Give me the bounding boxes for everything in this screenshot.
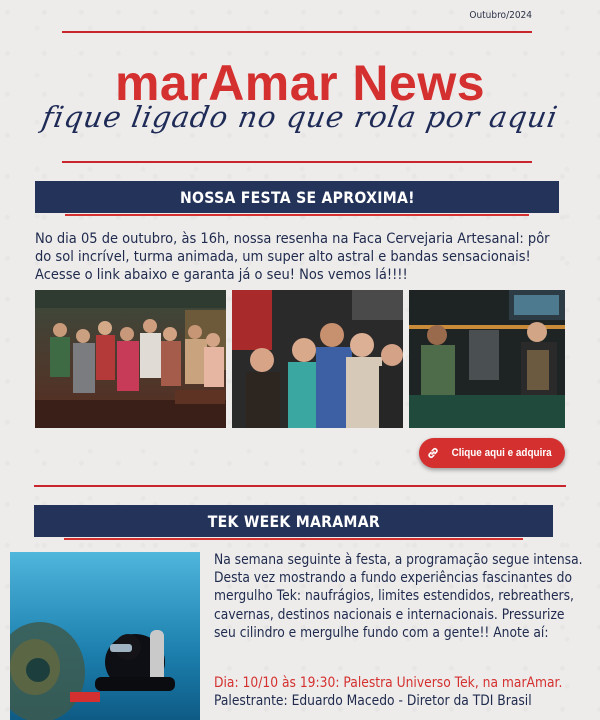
section-heading-festa-label: NOSSA FESTA SE APROXIMA! — [179, 187, 415, 207]
link-icon — [426, 446, 440, 460]
festa-description: No dia 05 de outubro, às 16h, nossa resenha na Faca Cervejaria Artesanal: pôr do sol incrível, turma animada, um super alto astral e bandas sensacionais! Acesse o link abaixo e garanta já o seu! Nos vemos lá!!!! — [35, 231, 550, 283]
tek-description: Na semana seguinte à festa, a programação segue intensa. Desta vez mostrando a fundo experiências fascinantes do mergulho Tek: naufrágios, limites estendidos, rebreathers, cavernas, destinos nacionais e internacionais. Pressurize seu cilindro e mergulhe fundo com a gente!! Anote aí: — [214, 552, 583, 641]
section-heading-festa — [35, 181, 559, 213]
newsletter-title: marAmar News — [114, 55, 486, 111]
section-heading-tek — [34, 505, 553, 537]
party-photo-selfie — [232, 290, 403, 428]
tek-speaker: Palestrante: Eduardo Macedo - Diretor da TDI Brasil — [214, 693, 532, 709]
buy-ticket-button-label: Clique aqui e adquira — [451, 447, 553, 459]
top-divider — [62, 31, 532, 33]
masthead-divider — [62, 161, 532, 163]
section-divider — [34, 485, 566, 487]
section-heading-tek-label: TEK WEEK MARAMAR — [207, 511, 380, 531]
section-heading-underline — [64, 538, 523, 540]
party-photo-group — [35, 290, 226, 428]
section-heading-underline — [65, 214, 529, 216]
newsletter-tagline: fique ligado no que rola por aqui — [39, 100, 561, 134]
diver-photo — [10, 552, 200, 720]
party-photo-bar — [409, 290, 565, 428]
tek-event-date: Dia: 10/10 às 19:30: Palestra Universo Tek, na marAmar. — [214, 675, 563, 691]
issue-date: Outubro/2024 — [469, 10, 532, 21]
buy-ticket-button[interactable] — [419, 438, 565, 468]
